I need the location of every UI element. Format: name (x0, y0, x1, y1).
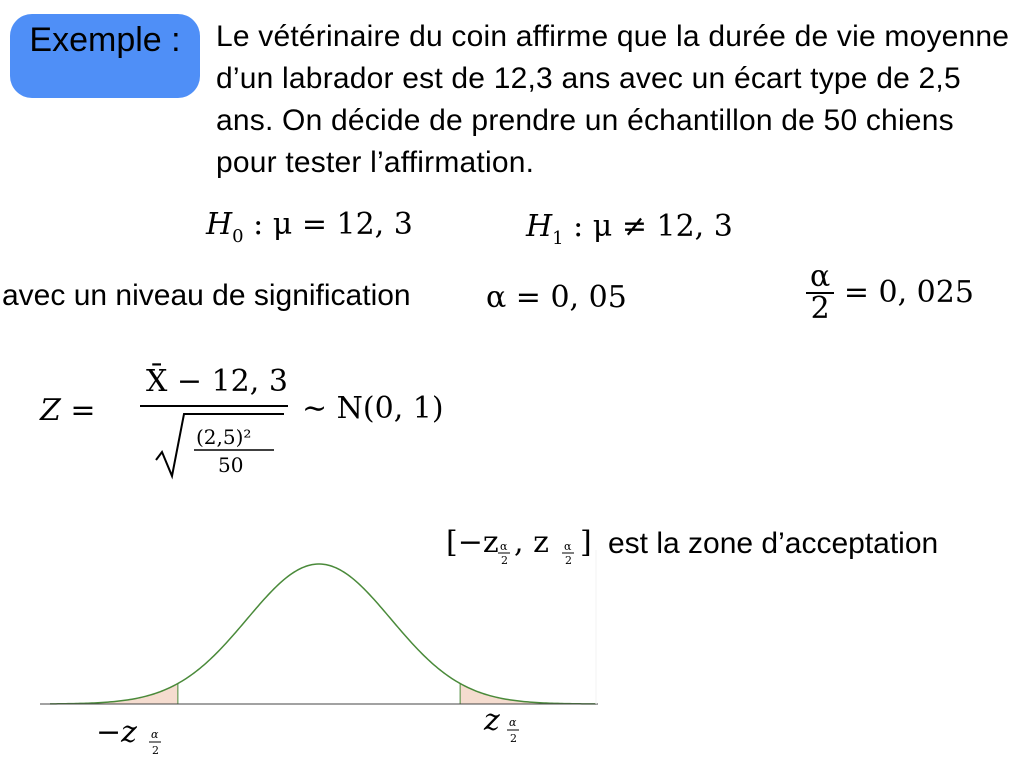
interval-right: ] (580, 525, 592, 560)
z-numerator: X̄ − 12, 3 (146, 364, 288, 399)
z-lhs: Z = (40, 393, 96, 428)
svg-text:α: α (564, 540, 572, 553)
right-rejection-tail (460, 683, 596, 704)
null-hypothesis: $H_0$ : μ = 12, 3 (206, 207, 413, 247)
left-critical-label (96, 715, 161, 757)
half-alpha-value: $\frac{\alpha}{2}$ = 0, 025 (806, 262, 974, 324)
svg-text:−z: −z (96, 715, 137, 750)
variance-numerator: (2,5)² (196, 425, 252, 449)
alpha-value: α = 0, 05 (486, 280, 627, 315)
normal-curve (40, 550, 620, 760)
svg-text:α: α (151, 728, 159, 741)
problem-statement: Le vétérinaire du coin affirme que la durée de vie moyenne d’un labrador est de 12,3 ans avec un écart type de 2,5 ans. On décide de prendre un échantillon de 50 chiens pour tester l’affirmation. (216, 20, 1010, 179)
acceptance-text: est la zone d’acceptation (608, 527, 939, 560)
svg-text:2: 2 (565, 554, 572, 567)
alternative-hypothesis: $H_1$ : μ ≠ 12, 3 (526, 209, 733, 249)
svg-text:2: 2 (501, 554, 508, 567)
right-critical-label (483, 703, 519, 745)
svg-text:2: 2 (510, 732, 517, 745)
z-distribution: ∼ N(0, 1) (302, 391, 444, 426)
bell-curve (50, 564, 596, 704)
svg-text:α: α (500, 540, 508, 553)
half-alpha-fraction: $\frac{\alpha}{2}$ (806, 262, 834, 324)
interval-mid: , z (514, 525, 549, 560)
interval-left: [−z (446, 525, 499, 560)
svg-text:α: α (509, 716, 517, 729)
svg-text:2: 2 (152, 744, 159, 757)
z-statistic-formula (30, 362, 500, 482)
significance-label: avec un niveau de signification (2, 279, 411, 312)
example-label: Exemple : (29, 21, 181, 59)
sample-size: 50 (218, 453, 244, 477)
svg-text:z: z (484, 703, 500, 738)
